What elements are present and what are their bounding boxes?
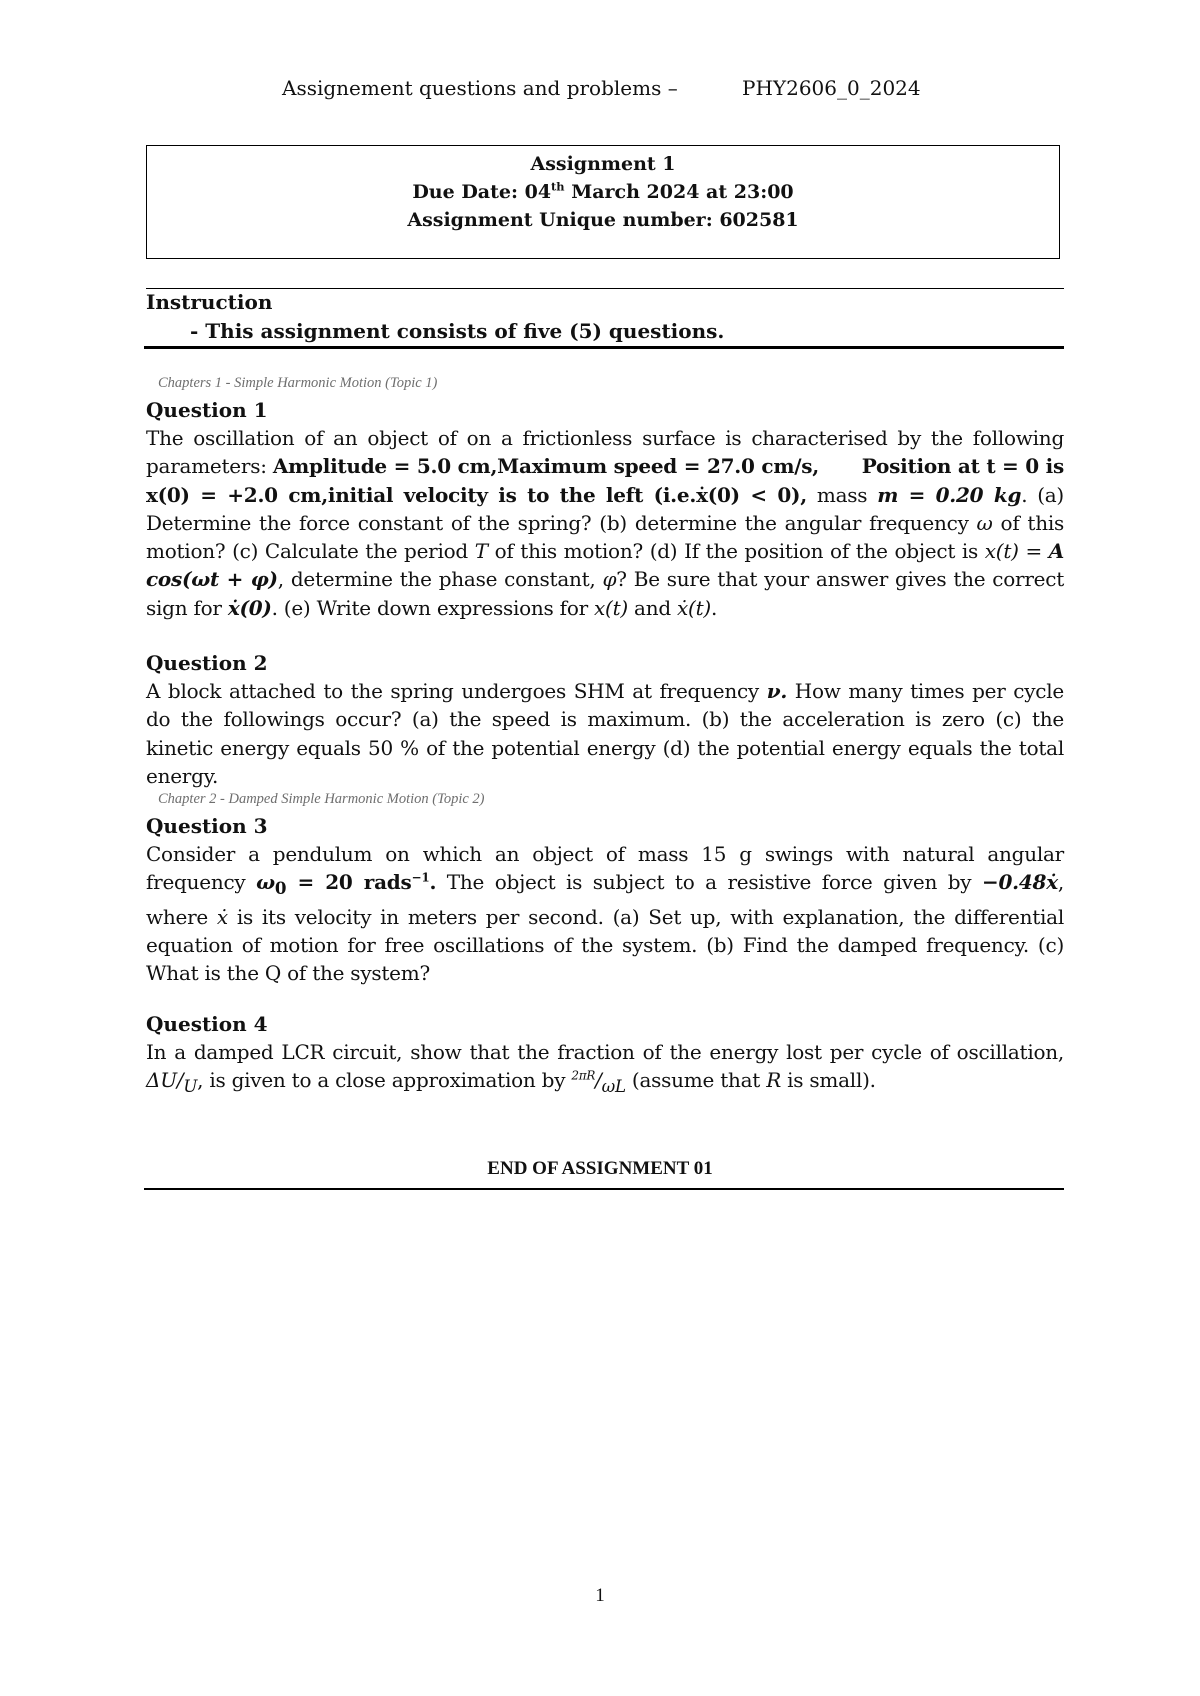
instruction-item: - This assignment consists of five (5) questions. <box>190 319 725 343</box>
fraction: $\Delta U/_U$ <box>146 1068 198 1097</box>
header-course-code: PHY2606_0_2024 <box>742 76 921 100</box>
page-header <box>0 70 1200 110</box>
question-2-title: Question 2 <box>146 651 268 675</box>
end-of-assignment: END OF ASSIGNMENT 01 <box>487 1158 713 1179</box>
divider <box>144 346 1064 349</box>
question-2-body: A block attached to the spring undergoes SHM at frequency ν. How many times per cycle do the followings occur? (a) the speed is maximum. (b) the acceleration is zero (c) the kinetic energy equals 50 % of the potential energy (d) the potential energy equals the total energy. <box>146 679 1064 788</box>
question-3-body: Consider a pendulum on which an object of mass 15 g swings with natural angular frequency $\omega_0 = 20$ rads$^{-1}$. The object is subject to a resistive force given by −0.48ẋ, where ẋ is its velocity in meters per second. (a) Set up, with explanation, the differential equation of motion for free oscillations of the system. (b) Find the damped frequency. (c) What is the Q of the system? <box>146 842 1064 986</box>
chapter-heading: Chapter 2 - Damped Simple Harmonic Motion (Topic 2) <box>158 791 485 807</box>
chapter-heading: Chapters 1 - Simple Harmonic Motion (Topic 1) <box>158 375 438 391</box>
page-number: 1 <box>595 1585 605 1606</box>
unique-number: Assignment Unique number: 602581 <box>407 209 799 231</box>
question-4-title: Question 4 <box>146 1012 268 1036</box>
assignment-info-box <box>146 145 1060 259</box>
question-1-body: The oscillation of an object of on a frictionless surface is characterised by the following parameters: Amplitude = 5.0 cm,Maximum speed = 27.0 cm/s, Position at t = 0 is x(0) = +2.0 cm,initial velocity is to the left (i.e.ẋ(0) < 0), mass m = 0.20 kg. (a) Determine the force constant of the spring? (b) determine the angular frequency ω of this motion? (c) Calculate the period T of this motion? (d) If the position of the object is x(t) = A cos(ωt + φ), determine the phase constant, φ? Be sure that your answer gives the correct sign for ẋ(0). (e) Write down expressions for x(t) and ẋ(t). <box>146 426 1064 620</box>
question-1-title: Question 1 <box>146 398 268 422</box>
due-date: Due Date: 04th March 2024 at 23:00 <box>412 179 794 203</box>
header-title: Assignement questions and problems – <box>282 76 678 100</box>
assignment-title: Assignment 1 <box>530 153 676 175</box>
divider <box>144 1188 1064 1190</box>
divider <box>146 288 1064 289</box>
question-4-body: In a damped LCR circuit, show that the fraction of the energy lost per cycle of oscillation, $\Delta U/_U$, is given to a close approximation by $^{2\pi R}/_{\omega L}$ (assume that R is small). <box>146 1038 1064 1102</box>
question-3-title: Question 3 <box>146 814 268 838</box>
fraction: $^{2\pi R}/_{\omega L}$ <box>571 1068 626 1097</box>
instruction-title: Instruction <box>146 290 273 314</box>
